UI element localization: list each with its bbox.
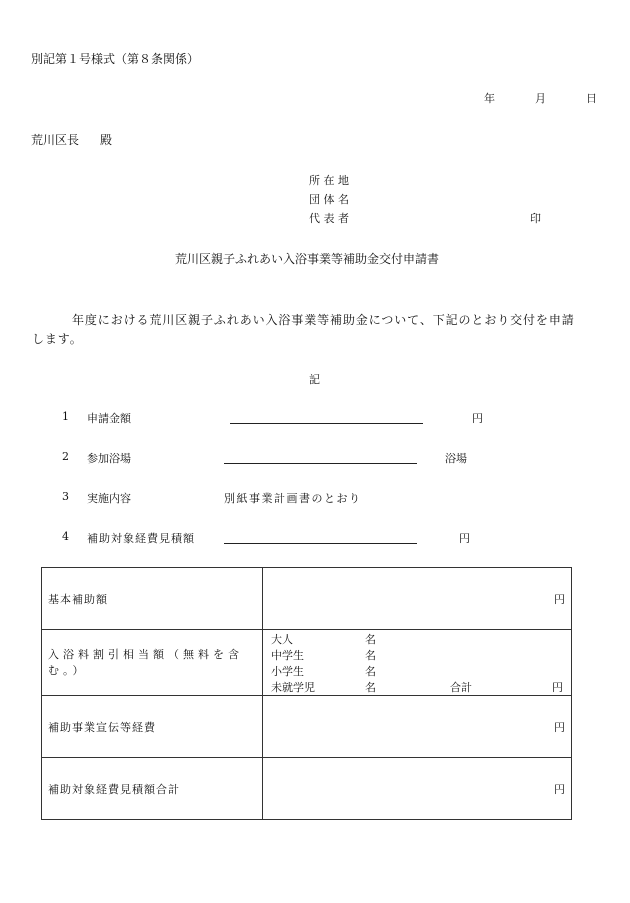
grand-amount-cell[interactable]: [263, 758, 572, 820]
item-2-number: 2: [62, 450, 69, 463]
grand-yen: 円: [554, 782, 565, 796]
adult-label: 大人: [271, 633, 293, 646]
intro-line-2: します。: [32, 332, 83, 346]
rep-label: 代 表 者: [309, 212, 349, 225]
intro-line-1: 年度における荒川区親子ふれあい入浴事業等補助金について、下記のとおり交付を申請: [72, 313, 575, 327]
grand-label-cell: [42, 758, 263, 820]
basic-amount-cell[interactable]: [263, 568, 572, 630]
promo-label: 補助事業宣伝等経費: [48, 720, 156, 734]
preschool-label: 未就学児: [271, 681, 315, 694]
elementary-label: 小学生: [271, 665, 304, 678]
adult-row: [271, 631, 293, 647]
item-2-label: 参加浴場: [87, 452, 131, 465]
basic-label-cell: [42, 568, 263, 630]
basic-yen: 円: [554, 592, 565, 606]
item-1-unit: 円: [472, 412, 483, 425]
item-2-unit: 浴場: [445, 452, 467, 465]
elementary-row: [271, 663, 304, 679]
document-title: 荒川区親子ふれあい入浴事業等補助金交付申請書: [175, 252, 440, 266]
discount-yen: 円: [552, 681, 563, 694]
item-1-number: 1: [62, 410, 69, 423]
promo-yen: 円: [554, 720, 565, 734]
date-year: 年: [484, 92, 495, 105]
item-4-number: 4: [62, 530, 69, 543]
promo-label-cell: [42, 696, 263, 758]
item-4-unit: 円: [459, 532, 470, 545]
date-month: 月: [535, 92, 546, 105]
form-id: 別記第１号様式（第８条関係）: [31, 52, 200, 66]
grand-label: 補助対象経費見積額合計: [48, 782, 180, 796]
discount-label-cell: [42, 630, 263, 696]
item-4-amount-field[interactable]: [224, 543, 417, 544]
location-label: 所 在 地: [309, 174, 349, 187]
preschool-count-unit: 名: [365, 681, 376, 694]
expense-table: [41, 567, 572, 820]
discount-label: 入浴料割引相当額（無料を含む。）: [48, 647, 243, 677]
ki-heading: 記: [309, 373, 320, 386]
junior-high-label: 中学生: [271, 649, 304, 662]
promo-amount-cell[interactable]: [263, 696, 572, 758]
addressee: 荒川区長: [31, 133, 80, 147]
elementary-count-unit: 名: [365, 665, 376, 678]
table-row: [42, 758, 572, 820]
junior-high-count-unit: 名: [365, 649, 376, 662]
date-day: 日: [586, 92, 597, 105]
group-label: 団 体 名: [309, 193, 349, 206]
basic-label: 基本補助額: [48, 592, 108, 606]
discount-detail-cell[interactable]: [263, 630, 572, 696]
junior-high-row: [271, 647, 304, 663]
item-3-label: 実施内容: [87, 492, 131, 505]
item-2-bathhouse-field[interactable]: [224, 463, 417, 464]
table-row: [42, 568, 572, 630]
table-row: [42, 696, 572, 758]
table-row: [42, 630, 572, 696]
item-1-amount-field[interactable]: [230, 423, 423, 424]
seal-mark: 印: [530, 212, 541, 225]
total-label: 合計: [450, 681, 472, 694]
item-1-label: 申請金額: [87, 412, 131, 425]
item-4-label: 補助対象経費見積額: [87, 532, 195, 545]
item-3-number: 3: [62, 490, 69, 503]
adult-count-unit: 名: [365, 633, 376, 646]
honorific: 殿: [100, 133, 113, 147]
item-3-value: 別紙事業計画書のとおり: [224, 492, 362, 505]
preschool-row: [271, 679, 315, 695]
